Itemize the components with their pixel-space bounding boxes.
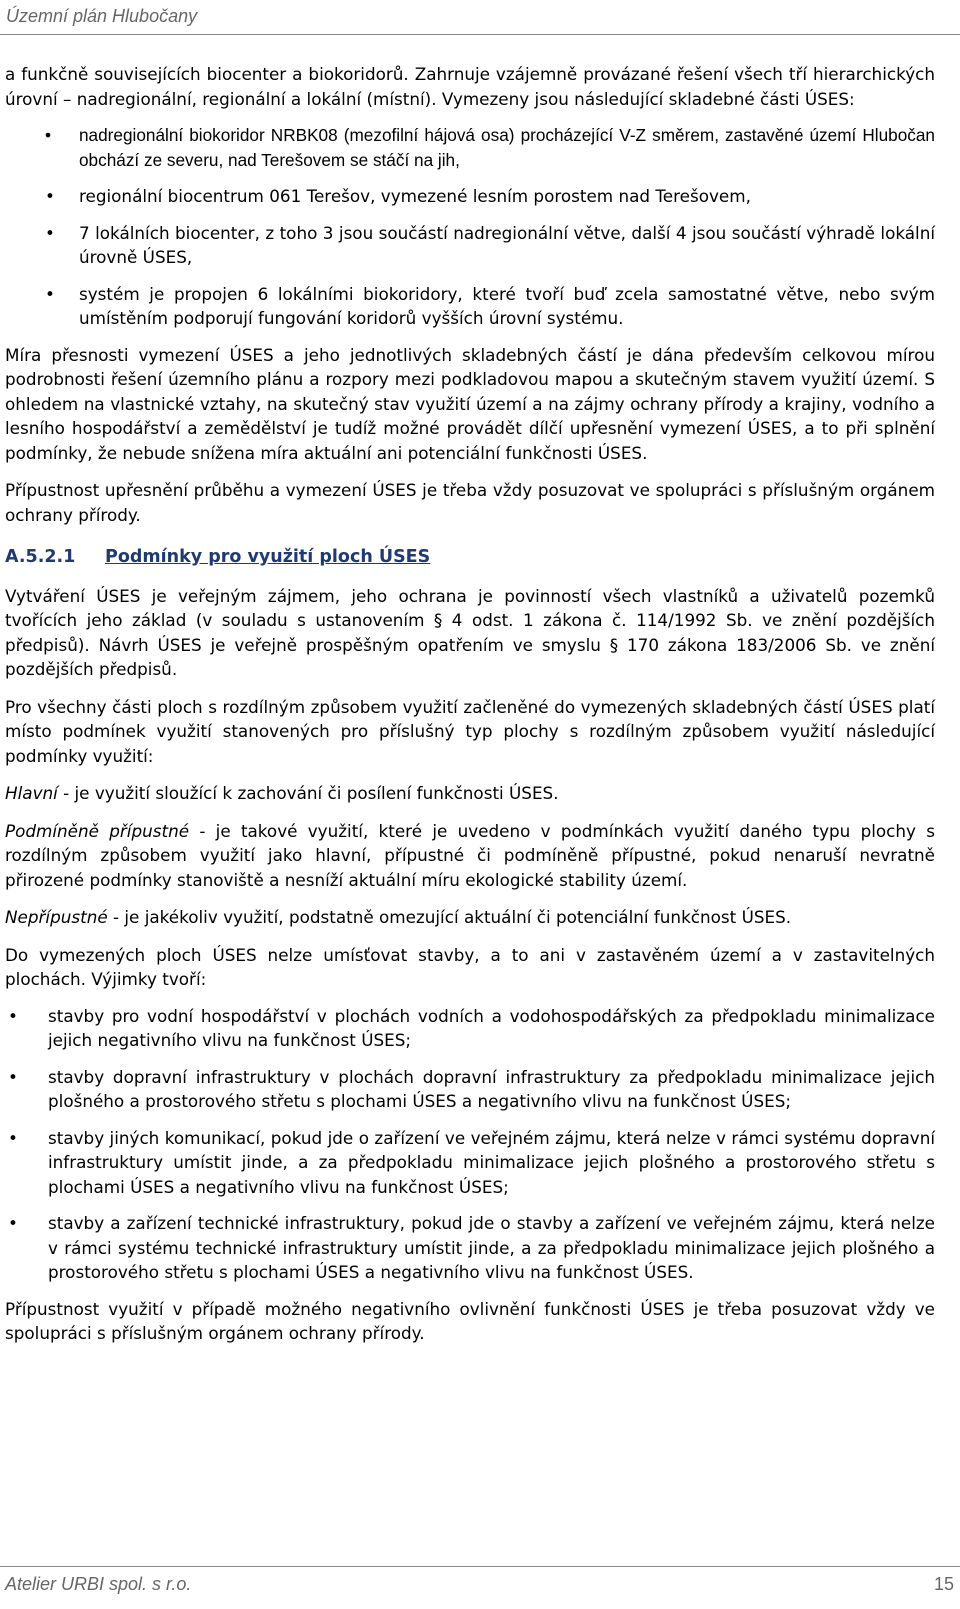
bullet-icon: • (45, 283, 55, 304)
list-item (5, 1004, 935, 1053)
main-use-term: Hlavní (5, 783, 58, 803)
bullet-icon: • (8, 1127, 18, 1148)
list-item-text: stavby jiných komunikací, pokud jde o zařízení ve veřejném zájmu, která nelze v rámci systému dopravní infrastruktury umístit jinde, a za předpokladu minimalizace jejich plošného a prostorového střetu s plochami ÚSES a negativního vlivu na funkčnost ÚSES; (48, 1127, 935, 1197)
bullet-icon: • (45, 125, 52, 145)
conditional-use-text: - je takové využití, které je uvedeno v podmínkách využití daného typu plochy s rozdílným způsobem využití jako hlavní, přípustné či podmíněně přípustné, pokud nenaruší nevratně přirozené podmínky stanoviště a nesníží aktuální míru ekologické stability území. (5, 820, 935, 890)
intro-paragraph: a funkčně souvisejících biocenter a biokoridorů. Zahrnuje vzájemně provázané řešení všech tří hierarchických úrovní – nadregionální, regionální a lokální (místní). Vymezeny jsou následující skladebné části ÚSES: (5, 64, 935, 109)
bullet-icon: • (8, 1066, 18, 1087)
list-item (5, 1126, 935, 1200)
section-number: A.5.2.1 (5, 547, 76, 567)
conditional-use-paragraph (5, 819, 935, 893)
forbidden-use-paragraph (5, 905, 935, 930)
list-item (5, 1065, 935, 1114)
list-item-text: stavby pro vodní hospodářství v plochách vodních a vodohospodářských za předpokladu minimalizace jejich negativního vlivu na funkčnost ÚSES; (48, 1005, 935, 1050)
list-item (5, 123, 935, 172)
list-item (5, 1211, 935, 1285)
list-item-text: regionální biocentrum 061 Terešov, vymezené lesním porostem nad Terešovem, (79, 186, 751, 206)
main-use-paragraph (5, 781, 935, 806)
header-divider (0, 34, 960, 35)
bullet-icon: • (45, 186, 55, 206)
precision-paragraph: Míra přesnosti vymezení ÚSES a jeho jednotlivých skladebných částí je dána především celkovou mírou podrobnosti řešení územního plánu a rozpory mezi podkladovou mapou a skutečným stavem využití území. S ohledem na vlastnické vztahy, na skutečný stav využití území a na zájmy ochrany přírody a krajiny, vodního a lesního hospodářství a zemědělství je tudíž možné provádět dílčí upřesnění vymezení ÚSES, a to při splnění podmínky, že nebude snížena míra aktuální ani potenciální funkčnosti ÚSES. (5, 344, 935, 463)
conditions-intro-paragraph: Pro všechny části ploch s rozdílným způsobem využití začleněné do vymezených skladebných částí ÚSES platí místo podmínek využití stanovených pro příslušný typ plochy s rozdílným způsobem využití následující podmínky využití: (5, 696, 935, 766)
conditional-use-term: Podmíněně přípustné (5, 820, 190, 841)
list-item-text: 7 lokálních biocenter, z toho 3 jsou součástí nadregionální větve, další 4 jsou součástí výhradě lokální úrovně ÚSES, (79, 222, 935, 267)
running-footer: Atelier URBI spol. s r.o. (5, 1574, 192, 1594)
bullet-icon: • (8, 1005, 18, 1026)
list-item-text: stavby a zařízení technické infrastruktury, pokud jde o stavby a zařízení ve veřejném zájmu, která nelze v rámci systému technické infrastruktury umístit jinde, a za předpokladu minimalizace jejich plošného a prostorového střetu s plochami ÚSES a negativního vlivu na funkčnost ÚSES. (48, 1213, 935, 1282)
section-title: Podmínky pro využití ploch ÚSES (105, 547, 431, 567)
exceptions-list (5, 1004, 935, 1285)
forbidden-use-term: Nepřípustné (5, 907, 108, 927)
page-content (5, 62, 935, 1359)
main-use-text: - je využití sloužící k zachování či posílení funkčnosti ÚSES. (57, 783, 559, 803)
page-number: 15 (933, 1574, 954, 1594)
closing-paragraph: Přípustnost využití v případě možného negativního ovlivnění funkčnosti ÚSES je třeba posuzovat vždy ve spolupráci s příslušným orgánem ochrany přírody. (5, 1298, 935, 1343)
admissibility-paragraph: Přípustnost upřesnění průběhu a vymezení ÚSES je třeba vždy posuzovat ve spolupráci s příslušným orgánem ochrany přírody. (5, 480, 935, 525)
list-item (5, 184, 935, 209)
list-item-text: stavby dopravní infrastruktury v plochách dopravní infrastruktury za předpokladu minimalizace jejich plošného a prostorového střetu s plochami ÚSES a negativního vlivu na funkčnost ÚSES; (48, 1066, 935, 1111)
footer-divider (0, 1566, 960, 1567)
list-item (5, 282, 935, 331)
section-heading (5, 545, 935, 570)
list-item-text: nadregionální biokoridor NRBK08 (mezofilní hájová osa) procházející V-Z směrem, zastavěné území Hlubočan obchází ze severu, nad Terešovem se stáčí na jih, (79, 125, 935, 170)
buildings-paragraph: Do vymezených ploch ÚSES nelze umísťovat stavby, a to ani v zastavěném území a v zastavitelných plochách. Výjimky tvoří: (5, 944, 935, 989)
bullet-icon: • (8, 1213, 18, 1233)
list-item-text: systém je propojen 6 lokálními biokoridory, které tvoří buď zcela samostatné větve, nebo svým umístěním podporují fungování koridorů vyšších úrovní systému. (79, 283, 935, 328)
uses-components-list (5, 123, 935, 331)
running-header: Územní plán Hlubočany (6, 6, 198, 26)
forbidden-use-text: - je jakékoliv využití, podstatně omezující aktuální či potenciální funkčnost ÚSES. (107, 907, 792, 927)
bullet-icon: • (45, 222, 55, 243)
public-interest-paragraph: Vytváření ÚSES je veřejným zájmem, jeho ochrana je povinností všech vlastníků a uživatelů pozemků tvořících jeho základ (v souladu s ustanovením § 4 odst. 1 zákona č. 114/1992 Sb. ve znění pozdějších předpisů). Návrh ÚSES je veřejně prospěšným opatřením ve smyslu § 170 zákona 183/2006 Sb. ve znění pozdějších předpisů. (5, 585, 935, 679)
list-item (5, 221, 935, 270)
